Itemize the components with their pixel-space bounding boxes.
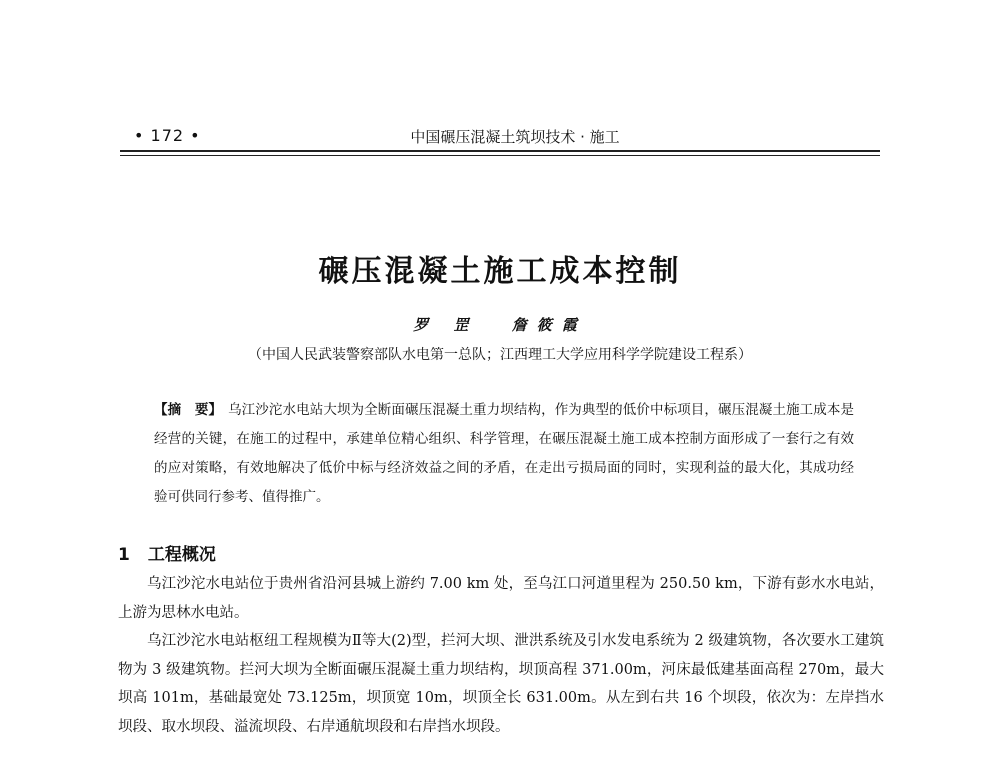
- header-rule-thick: [120, 150, 880, 152]
- author-name: 詹筱霞: [511, 316, 587, 334]
- section-number: 1: [118, 545, 130, 565]
- body-paragraph: 乌江沙沱水电站枢纽工程规模为Ⅱ等大(2)型，拦河大坝、泄洪系统及引水发电系统为 2 级建筑物，各次要水工建筑物为 3 级建筑物。拦河大坝为全断面碾压混凝土重力坝结构，坝顶高程 371.00m，河床最低建基面高程 270m，最大坝高 101m，基础最宽处 73.125m，坝顶宽 10m，坝顶全长 631.00m。从左到右共 16 个坝段，依次为：左岸挡水坝段、取水坝段、溢流坝段、右岸通航坝段和右岸挡水坝段。: [118, 633, 884, 735]
- header-rule-thin: [120, 155, 880, 156]
- section-body: [118, 570, 884, 741]
- abstract-text: 乌江沙沱水电站大坝为全断面碾压混凝土重力坝结构，作为典型的低价中标项目，碾压混凝土施工成本是经营的关键，在施工的过程中，承建单位精心组织、科学管理，在碾压混凝土施工成本控制方面形成了一套行之有效的应对策略，有效地解决了低价中标与经济效益之间的矛盾，在走出亏损局面的同时，实现利益的最大化，其成功经验可供同行参考、值得推广。: [154, 402, 855, 505]
- section-heading: [118, 540, 216, 565]
- body-paragraph: 乌江沙沱水电站位于贵州省沿河县城上游约 7.00 km 处，至乌江口河道里程为 250.50 km，下游有彭水水电站，上游为思林水电站。: [118, 576, 884, 621]
- author-list: [120, 314, 880, 335]
- author-name: 罗 罡: [413, 316, 479, 334]
- journal-name: 中国碾压混凝土筑坝技术 · 施工: [410, 128, 620, 146]
- abstract-label: 【摘 要】: [154, 402, 223, 418]
- running-header: [120, 124, 880, 148]
- article-title: 碾压混凝土施工成本控制: [318, 254, 682, 289]
- page-number: • 172 •: [134, 126, 201, 145]
- section-title: 工程概况: [147, 545, 216, 565]
- author-affiliation: （中国人民武装警察部队水电第一总队；江西理工大学应用科学学院建设工程系）: [248, 347, 752, 363]
- abstract: [154, 396, 854, 512]
